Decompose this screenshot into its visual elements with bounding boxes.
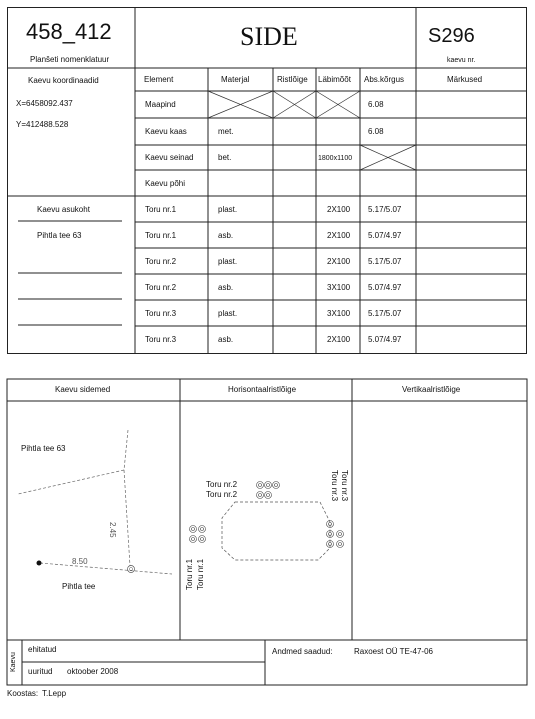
page-title: SIDE (240, 22, 298, 51)
col-header-element: Element (144, 75, 174, 84)
cell-abs: 5.07/4.97 (368, 283, 402, 292)
footer-source-label: Andmed saadud: (272, 647, 333, 656)
cell-abs: 5.17/5.07 (368, 309, 402, 318)
col-header-diameter: Läbimõõt (318, 75, 351, 84)
cell-diameter: 1800x1100 (318, 155, 353, 162)
panel-title-horizontal-section: Horisontaalristlõige (228, 385, 297, 394)
cell-diameter: 2X100 (327, 231, 351, 240)
cell-material: asb. (218, 283, 234, 292)
section-label-pipe3-a: Toru nr.3 (340, 470, 349, 502)
cell-abs: 5.07/4.97 (368, 335, 402, 344)
cell-element: Toru nr.1 (145, 231, 177, 240)
well-id: S296 (428, 25, 475, 47)
plan-dim-horizontal: 8.50 (72, 557, 88, 566)
section-label-pipe2-a: Toru nr.2 (206, 480, 238, 489)
cell-material: plast. (218, 205, 238, 214)
section-label-pipe3-b: Toru nr.3 (330, 470, 339, 502)
cell-material: met. (218, 127, 234, 136)
cell-material: plast. (218, 257, 238, 266)
col-header-notes: Märkused (447, 75, 483, 84)
cell-material: asb. (218, 231, 234, 240)
cell-element: Kaevu kaas (145, 127, 187, 136)
cell-material: asb. (218, 335, 234, 344)
cell-material: bet. (218, 153, 232, 162)
cell-diameter: 3X100 (327, 283, 351, 292)
col-header-material: Materjal (221, 75, 250, 84)
section-label-pipe2-b: Toru nr.2 (206, 490, 238, 499)
footer-side-label: Kaevu (10, 652, 17, 672)
footer-author-value: T.Lepp (42, 689, 67, 698)
cell-element: Toru nr.3 (145, 335, 177, 344)
col-header-section: Ristlõige (277, 75, 308, 84)
plan-label-street: Pihtla tee (62, 582, 96, 591)
cell-abs: 5.17/5.07 (368, 257, 402, 266)
well-label: kaevu nr. (447, 57, 476, 64)
cell-element: Toru nr.3 (145, 309, 177, 318)
cell-element: Toru nr.1 (145, 205, 177, 214)
cell-abs: 6.08 (368, 100, 384, 109)
coordinate-x: X=6458092.437 (16, 99, 73, 108)
location-heading: Kaevu asukoht (37, 205, 90, 214)
well-outline (222, 502, 330, 560)
section-label-pipe1-b: Toru nr.1 (196, 558, 205, 590)
plan-label-address: Pihtla tee 63 (21, 444, 66, 453)
cell-element: Toru nr.2 (145, 257, 177, 266)
cell-element: Toru nr.2 (145, 283, 177, 292)
cell-diameter: 2X100 (327, 205, 351, 214)
footer-source-value: Raxoest OÜ TE-47-06 (354, 647, 433, 656)
footer-surveyed-label: uuritud (28, 667, 53, 676)
cell-abs: 5.07/4.97 (368, 231, 402, 240)
col-header-abs: Abs.kõrgus (364, 75, 405, 84)
cell-material: plast. (218, 309, 238, 318)
footer-built-label: ehitatud (28, 645, 57, 654)
sheet-number: 458_412 (26, 19, 112, 44)
section-label-pipe1-a: Toru nr.1 (185, 558, 194, 590)
cell-element: Kaevu seinad (145, 153, 194, 162)
footer-surveyed-date: oktoober 2008 (67, 667, 119, 676)
cell-abs: 6.08 (368, 127, 384, 136)
panel-title-vertical-section: Vertikaalristlõige (402, 385, 461, 394)
plan-dim-vertical: 2.45 (108, 522, 117, 538)
cell-diameter: 3X100 (327, 309, 351, 318)
sheet-label: Planšeti nomenklatuur (30, 55, 110, 64)
location-address: Pihtla tee 63 (37, 231, 82, 240)
cell-abs: 5.17/5.07 (368, 205, 402, 214)
footer-author-label: Koostas: (7, 689, 39, 698)
cell-element: Maapind (145, 100, 176, 109)
cell-diameter: 2X100 (327, 335, 351, 344)
coordinates-heading: Kaevu koordinaadid (28, 76, 99, 85)
coordinate-y: Y=412488.528 (16, 120, 69, 129)
cell-element: Kaevu põhi (145, 179, 186, 188)
panel-title-connections: Kaevu sidemed (55, 385, 111, 394)
cell-diameter: 2X100 (327, 257, 351, 266)
